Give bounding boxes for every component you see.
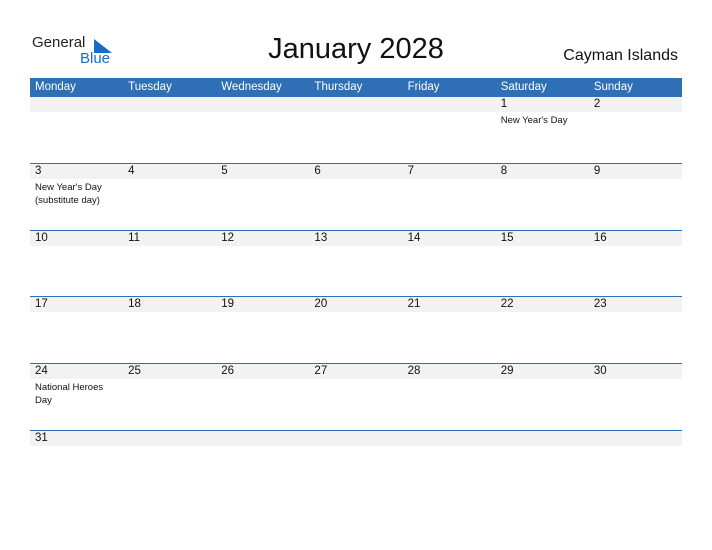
logo-word-blue: Blue [80,50,111,67]
day-cell [403,431,496,471]
day-number: 9 [593,165,601,177]
day-number: 20 [314,298,328,310]
day-number-bar [496,164,589,179]
day-cell [123,364,216,431]
day-cell [30,97,123,163]
day-cell [403,231,496,297]
weekday-saturday: Saturday [500,81,547,93]
holiday-label: National Heroes Day [35,382,104,406]
day-cell [216,231,309,297]
day-number-bar [403,164,496,179]
day-cell [589,97,682,163]
weekday-monday: Monday [35,81,76,93]
day-number: 28 [407,365,421,377]
day-number: 29 [500,365,514,377]
weekday-tuesday: Tuesday [128,81,172,93]
day-cell [496,431,589,471]
day-number: 4 [128,165,135,177]
day-number: 12 [221,232,235,244]
day-cell [216,97,309,163]
day-number: 6 [314,165,321,177]
logo-word-general: General [32,34,86,51]
day-number: 17 [35,298,48,310]
day-cell [123,297,216,364]
page-title: January 2028 [268,33,444,65]
day-cell [309,97,402,163]
day-cell [30,164,123,231]
day-cell [496,231,589,297]
day-number-bar [309,164,402,179]
day-cell [403,364,496,431]
day-cell [589,231,682,297]
day-number: 1 [500,98,508,110]
day-number: 22 [500,298,514,310]
day-number: 10 [35,232,48,244]
day-cell [496,364,589,431]
holiday-label: New Year's Day (substitute day) [35,182,102,206]
day-number-bar [589,431,682,446]
week-row [30,163,682,231]
day-number-bar [589,164,682,179]
day-number-bar [216,97,309,112]
week-row [30,296,682,364]
country-name: Cayman Islands [563,47,678,64]
day-cell [309,231,402,297]
day-number-bar [496,97,589,112]
day-number: 14 [407,232,421,244]
day-number-bar [30,97,123,112]
day-cell [496,297,589,364]
day-number: 25 [128,365,141,377]
day-cell [30,431,123,471]
day-cell [589,431,682,471]
day-cell [216,431,309,471]
day-number: 2 [593,98,601,110]
day-cell [216,164,309,231]
day-number-bar [30,164,123,179]
day-cell [403,97,496,163]
day-number: 18 [128,298,141,310]
day-cell [30,297,123,364]
weekday-header [30,78,682,97]
day-number: 7 [407,165,414,177]
day-cell [589,364,682,431]
day-cell [123,231,216,297]
day-number-bar [216,164,309,179]
day-cell [309,164,402,231]
day-cell [30,231,123,297]
day-number: 5 [221,165,228,177]
day-cell [30,364,123,431]
day-cell [496,164,589,231]
day-cell [403,297,496,364]
day-number: 21 [407,298,421,310]
day-cell [403,164,496,231]
day-cell [309,364,402,431]
day-number: 27 [314,365,328,377]
day-number: 3 [35,165,42,177]
day-number-bar [123,431,216,446]
weekday-sunday: Sunday [593,81,633,93]
day-cell [123,431,216,471]
day-number: 11 [128,232,141,244]
day-number: 19 [221,298,235,310]
day-number-bar [123,97,216,112]
day-number-bar [123,164,216,179]
day-number-bar [403,431,496,446]
day-number-bar [403,97,496,112]
day-cell [123,164,216,231]
day-cell [496,97,589,163]
day-cell [589,297,682,364]
week-row [30,430,682,471]
day-number: 23 [593,298,607,310]
day-number-bar [309,97,402,112]
day-number-bar [496,431,589,446]
day-number: 15 [500,232,514,244]
holiday-label: New Year's Day [500,115,568,126]
day-cell [216,364,309,431]
day-cell [589,164,682,231]
day-number-bar [216,431,309,446]
day-number: 30 [593,365,607,377]
week-row [30,230,682,297]
day-cell [123,97,216,163]
day-number: 16 [593,232,607,244]
day-cell [216,297,309,364]
weekday-wednesday: Wednesday [221,81,282,93]
day-number: 8 [500,165,508,177]
day-number-bar [589,97,682,112]
weekday-friday: Friday [407,81,440,93]
day-cell [309,297,402,364]
day-number-bar [309,431,402,446]
day-number: 24 [35,365,48,377]
week-row [30,363,682,431]
week-row [30,97,682,163]
day-number: 26 [221,365,235,377]
weekday-thursday: Thursday [314,81,363,93]
day-number: 13 [314,232,328,244]
day-number: 31 [35,432,48,444]
day-cell [309,431,402,471]
